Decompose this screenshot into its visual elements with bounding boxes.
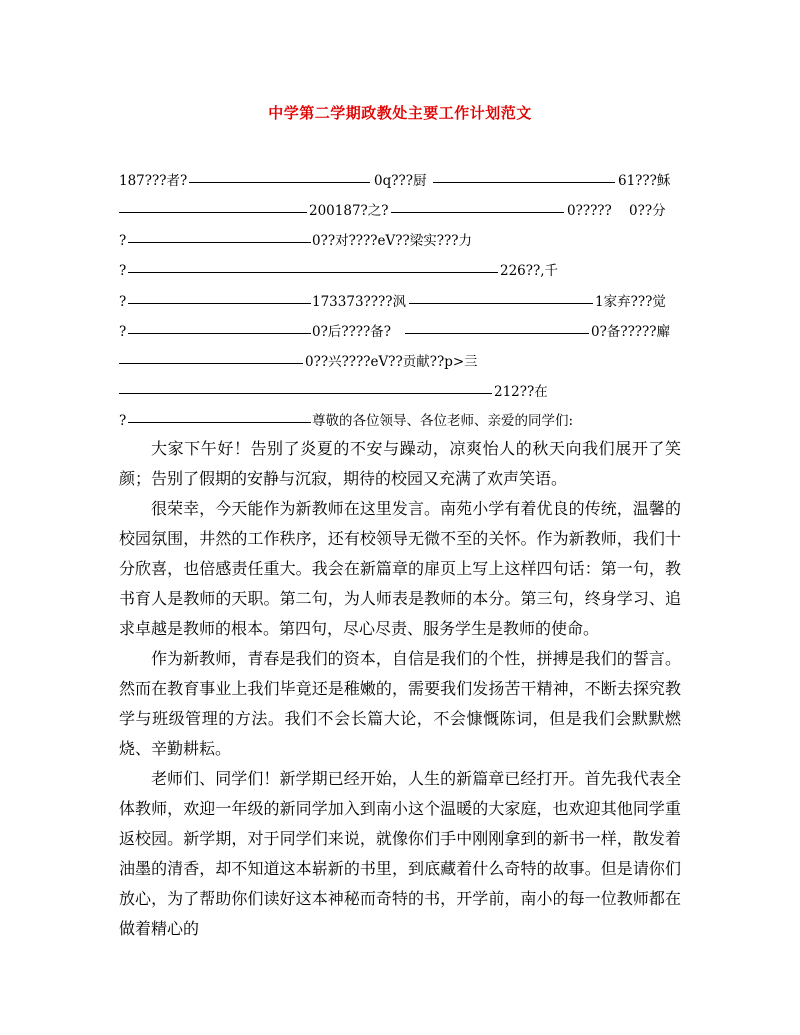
paragraph: 老师们、同学们！新学期已经开始，人生的新篇章已经打开。首先我代表全体教师，欢迎一年级的新同学加入到南小这个温暖的大家庭，也欢迎其他同学重返校园。新学期，对于同学们来说，就像你们手中刚刚拿到的新书一样，散发着油墨的清香，却不知道这本崭新的书里，到底藏着什么奇特的故事。但是请你们放心，为了帮助你们读好这本神秘而奇特的书，开学前，南小的每一位教师都在做着精心的 xyxy=(119,769,681,938)
garbled-text: ? xyxy=(119,263,127,279)
garbled-text: 0q???厨 xyxy=(374,173,427,189)
rule-line xyxy=(189,182,370,183)
garbled-text: 0????? xyxy=(567,203,612,219)
rule-line xyxy=(128,333,311,334)
rule-line xyxy=(119,393,492,394)
garbled-text: 0??兴????eV??贡献??p>亖 xyxy=(305,354,478,370)
garbled-text: 187???者? xyxy=(119,173,188,189)
garbled-text: 0?备?????廨 xyxy=(591,324,671,340)
rule-line xyxy=(391,212,564,213)
garbled-text: 0?后????备? xyxy=(312,324,392,340)
garbled-text: 212??在 xyxy=(494,384,548,400)
paragraph: 大家下午好！告别了炎夏的不安与躁动，凉爽怡人的秋天向我们展开了笑颜；告别了假期的安静与沉寂，期待的校园又充满了欢声笑语。 xyxy=(119,439,681,488)
garbled-text: 0??分 xyxy=(629,203,666,219)
garbled-text: 61???稣 xyxy=(618,173,671,189)
garbled-line-7 xyxy=(119,351,684,373)
rule-line xyxy=(128,272,498,273)
rule-line xyxy=(128,422,311,423)
rule-line xyxy=(119,363,303,364)
paragraph: 作为新教师，青春是我们的资本，自信是我们的个性，拼搏是我们的誓言。然而在教育事业上我们毕竟还是稚嫩的，需要我们发扬苦干精神，不断去探究教学与班级管理的方法。我们不会长篇大论，不会慷慨陈词，但是我们会默默燃烧、辛勤耕耘。 xyxy=(119,649,681,758)
garbled-text: ? xyxy=(119,233,127,249)
rule-line xyxy=(409,303,593,304)
garbled-text: 0??对????eV??梁实???力 xyxy=(312,233,472,249)
garbled-line-6 xyxy=(119,321,684,343)
garbled-line-9 xyxy=(119,410,684,432)
garbled-line-3 xyxy=(119,230,684,252)
garbled-text: ? xyxy=(119,294,127,310)
rule-line xyxy=(119,212,307,213)
garbled-text: ? xyxy=(119,413,127,429)
garbled-line-2 xyxy=(119,200,684,222)
garbled-line-5 xyxy=(119,291,684,313)
garbled-text: 1家弃???觉 xyxy=(595,294,666,310)
garbled-text: 200187?之? xyxy=(309,203,389,219)
document-title: 中学第二学期政教处主要工作计划范文 xyxy=(268,104,532,122)
garbled-text: ? xyxy=(119,324,127,340)
garbled-line-8 xyxy=(119,381,684,403)
document-body xyxy=(119,434,681,944)
rule-line xyxy=(128,242,311,243)
rule-line xyxy=(128,303,311,304)
rule-line xyxy=(405,333,589,334)
garbled-text: 173373????沨 xyxy=(312,294,406,310)
greeting-text: 尊敬的各位领导、各位老师、亲爱的同学们: xyxy=(312,413,574,429)
paragraph: 很荣幸，今天能作为新教师在这里发言。南苑小学有着优良的传统，温馨的校园氛围，井然的工作秩序，还有校领导无微不至的关怀。作为新教师，我们十分欣喜，也倍感责任重大。我会在新篇章的扉页上写上这样四句话：第一句，教书育人是教师的天职。第二句，为人师表是教师的本分。第三句，终身学习、追求卓越是教师的根本。第四句，尽心尽责、服务学生是教师的使命。 xyxy=(119,499,681,638)
garbled-line-1 xyxy=(119,170,684,192)
garbled-line-4 xyxy=(119,260,684,282)
rule-line xyxy=(433,182,615,183)
garbled-text: 226??,千 xyxy=(500,263,559,279)
